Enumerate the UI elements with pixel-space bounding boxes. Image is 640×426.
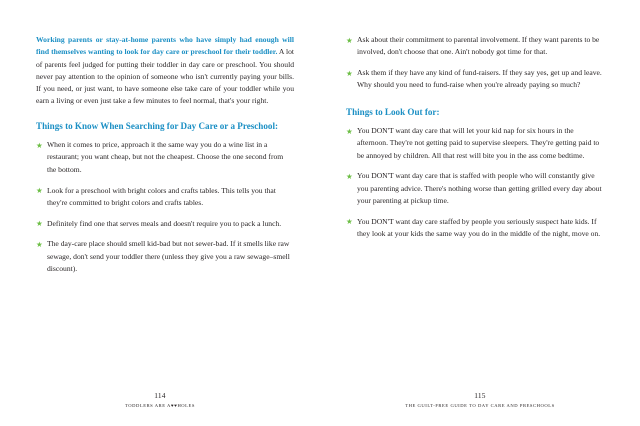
list-item-text: You DON'T want day care staffed by people you seriously suspect hate kids. If they look at your kids the same way you do in the middle of the night, move on. xyxy=(357,216,601,239)
star-icon: ★ xyxy=(346,171,353,181)
list-item xyxy=(36,218,294,230)
right-page-footer xyxy=(320,391,640,408)
star-icon: ★ xyxy=(346,35,353,45)
running-head: THE GUILT-FREE GUIDE TO DAY CARE AND PRESCHOOLS xyxy=(405,403,555,408)
list-item xyxy=(346,216,604,241)
right-section-heading: Things to Look Out for: xyxy=(346,106,440,117)
list-item xyxy=(346,170,604,207)
star-icon: ★ xyxy=(346,126,353,136)
list-item-text: You DON'T want day care that will let your kid nap for six hours in the afternoon. They're not getting paid to supervise sleepers. They're getting paid to be annoyed by children. All that rest will bite you in the ass come bedtime. xyxy=(357,126,600,160)
star-icon: ★ xyxy=(36,239,43,249)
list-item-text: The day-care place should smell kid-bad but not sewer-bad. If it smells like raw sewage, don't send your toddler there (unless they give you a raw sewage–smell discount). xyxy=(47,239,290,274)
intro-body: A lot of parents feel judged for putting their toddler in day care or preschool. You should never pay attention to the opinion of someone who isn't currently paying your bills. If you need, or just want, to have someone else take care of your toddler while you earn a living or even just take a few minutes to feel normal, that's your right. xyxy=(36,47,294,106)
running-head: TODDLERS ARE A♥♥HOLES xyxy=(124,403,195,408)
star-icon: ★ xyxy=(346,68,353,78)
star-icon: ★ xyxy=(36,186,43,196)
list-item-text: Look for a preschool with bright colors and crafts tables. This tells you that they're committed to bright colors and crafts tables. xyxy=(47,185,276,207)
left-page-footer xyxy=(0,391,320,408)
star-icon: ★ xyxy=(36,219,43,229)
star-icon: ★ xyxy=(36,140,43,150)
left-bullet-list xyxy=(36,139,294,275)
list-item xyxy=(36,185,294,210)
list-item-text: Ask about their commitment to parental involvement. If they want parents to be involved, don't choose that one. Ain't nobody got time for that. xyxy=(357,35,600,57)
intro-paragraph xyxy=(36,34,294,108)
list-item-text: You DON'T want day care that is staffed with people who will constantly give you parenting advice. There's nothing worse than getting grilled every day about your parenting at pickup time. xyxy=(357,171,602,206)
list-item xyxy=(36,139,294,176)
right-bullet-list xyxy=(346,125,604,240)
list-item-text: When it comes to price, approach it the same way you do a wine list in a restaurant; you want cheap, but not the cheapest. Choose the one second from the bottom. xyxy=(47,140,284,174)
list-item xyxy=(346,34,604,59)
list-item xyxy=(36,238,294,275)
star-icon: ★ xyxy=(346,217,353,227)
intro-lead: Working parents or stay-at-home parents who have simply had enough will find themselves wanting to look for day care or preschool for their toddler. xyxy=(36,35,294,57)
right-page xyxy=(320,0,640,426)
list-item xyxy=(346,125,604,162)
left-section-heading: Things to Know When Searching for Day Care or a Preschool: xyxy=(36,120,279,131)
list-item-text: Definitely find one that serves meals and doesn't require you to pack a lunch. xyxy=(47,218,282,228)
list-item xyxy=(346,67,604,92)
list-item-text: Ask them if they have any kind of fund-raisers. If they say yes, get up and leave. Why should you need to fund-raise when you're already paying so much? xyxy=(357,68,602,90)
right-top-bullet-list xyxy=(346,34,604,92)
page-number: 115 xyxy=(474,391,486,400)
page-number: 114 xyxy=(154,391,166,400)
